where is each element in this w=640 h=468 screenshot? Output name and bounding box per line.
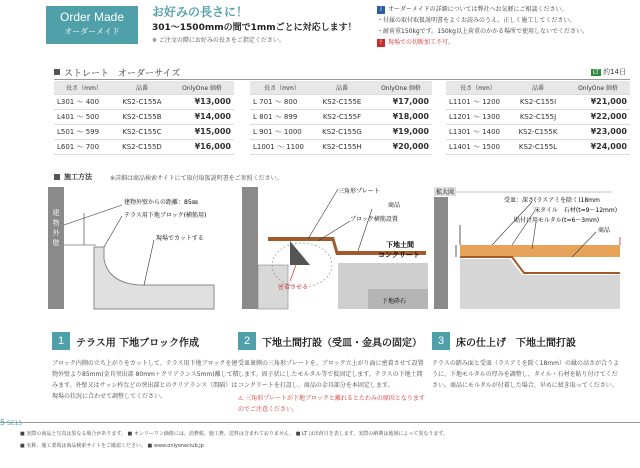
note-no-cut: ! 現場での切断加工不可。 — [377, 37, 639, 47]
note-manual: ・付属の取付取扱説明書をよくお読みのうえ、正しく施工してください。 — [377, 17, 576, 24]
subheadline: 301〜1500mmの間で1mmごとに対応します！ — [152, 23, 357, 33]
diagram-installation — [238, 185, 428, 312]
seal-label: 密着させる — [278, 284, 309, 291]
lead-time: LT 約14日 — [592, 68, 626, 76]
wall — [242, 187, 258, 309]
wall — [434, 197, 448, 309]
warning-icon: ! — [377, 39, 385, 47]
lt-badge: LT — [592, 69, 600, 76]
order-made-badge — [46, 6, 138, 44]
dist-label: 建物外壁からの距離：85㎜ — [124, 199, 198, 206]
step-1-header — [52, 332, 242, 350]
step-title: テラス用 下地ブロック作成 — [76, 338, 199, 349]
table-header: 長さ（mm） 品番 OnlyOne 価格 — [446, 81, 630, 94]
size-table-3 — [446, 81, 630, 155]
table-header: 長さ（mm） 品番 OnlyOne 価格 — [250, 81, 432, 94]
tile-layer — [460, 245, 620, 257]
step-3-header — [432, 332, 632, 350]
table-row: L1401 〜 1500 KS2-C155L ¥24,000 — [446, 139, 630, 154]
step-2-header — [238, 332, 438, 350]
note-load: ・耐荷重150kgです。150kg以上荷重のかかる場所で使用しないでください。 — [377, 28, 588, 35]
wall — [48, 187, 64, 309]
size-table-1 — [54, 81, 234, 155]
table-row: L 901 〜 1000 KS2-C155G ¥19,000 — [250, 124, 432, 139]
diagram-block — [44, 185, 234, 312]
footer-line-1: ■ 実際の商品と写真は異なる場合があります。 ■ オンリーワン価格には、消費税、施工費、送料は含まれておりません。 ■ LT は出荷日を表します。実際の納期は地域によって異なります。 — [20, 431, 448, 437]
step-number: 3 — [432, 332, 450, 350]
table-row: L 801 〜 899 KS2-C155F ¥18,000 — [250, 109, 432, 124]
step-number: 1 — [52, 332, 70, 350]
label-product: 商品 — [598, 227, 611, 234]
table-row: L 701 〜 800 KS2-C155E ¥17,000 — [250, 94, 432, 109]
wall-label-1: 建 — [52, 209, 60, 217]
table-row: L501 〜 599 KS2-C155C ¥15,000 — [54, 124, 234, 139]
table-header: 長さ（mm） 品番 OnlyOne 価格 — [54, 81, 234, 94]
table-row: L1001 〜 1100 KS2-C155H ¥20,000 — [250, 139, 432, 154]
wall-label-2: 物 — [52, 219, 60, 227]
footer-line-2: ■ 名称、施工要領は商品検索サイトをご確認ください。 ■ www.onlyoneclub.jp — [20, 443, 204, 449]
zoom-label: 拡大図 — [436, 189, 455, 196]
wall-label-4: 壁 — [52, 239, 60, 247]
size-table-2 — [250, 81, 432, 155]
footer-divider — [0, 422, 640, 423]
concrete-label-2: コンクリート — [378, 251, 420, 259]
diagram-zoom — [432, 185, 622, 312]
section-header — [54, 66, 630, 78]
badge-ja: オーダーメイド — [64, 27, 120, 36]
base-concrete — [460, 259, 620, 309]
wall-label-3: 外 — [52, 229, 60, 237]
table-row: L601 〜 700 KS2-C155D ¥16,000 — [54, 139, 234, 154]
step-2-warning: ⚠ 三角形プレートが下地ブロックと離れるとたわみの原因となりますのでご注意ください。 — [238, 395, 425, 413]
item-label: 商品 — [388, 202, 401, 209]
concrete-label-1: 下地土間 — [386, 241, 414, 249]
divider — [54, 79, 630, 80]
step-1-desc: ブロック内側の立ち上がりをカットして、テラス用下地ブロックを建物外壁より85mm(金具突出部 80mm＋クリアランス5mm)離して積みます。外壁又はサッシ枠などの突出部とのクリアランス（間隔）は現場の状況に合わせて調整してください。 — [52, 360, 239, 400]
block-setup-label: ブロック横筋設置 — [350, 216, 398, 223]
headline: お好みの長さに！ — [152, 5, 249, 19]
info-icon: i — [377, 6, 385, 14]
step-title: 下地土間打設（受皿・金具の固定） — [262, 338, 422, 349]
label-depth: 受皿：深さ(ラスアミを除く)18mm — [504, 197, 600, 204]
order-note: ※ ご注文の際にお好みの長さをご指定ください。 — [152, 37, 285, 44]
label-mortar: 貼付け用モルタル(t=6〜3mm) — [514, 217, 600, 224]
note-consult: i オーダーメイドの詳細については弊社へお気軽にご相談ください。 — [377, 4, 639, 14]
method-title: 施工方法 — [64, 173, 92, 181]
table-row: L1301 〜 1400 KS2-C155K ¥23,000 — [446, 124, 630, 139]
gravel-label: 下地砕石 — [382, 298, 407, 305]
step-2-desc: 受皿裏側の三角形プレートを、ブロック立上がり面に密着させて設置します。固子状にしたモルタル等で仮固定します。テラスの下地土間コンクリートを打設し、商品の金具部分を本固定します。 ⚠ 三角形プレートが下地ブロックと離れるとたわみの原因となりますのでご注意ください。 — [238, 358, 428, 415]
table-row: L1101 〜 1200 KS2-C155I ¥21,000 — [446, 94, 630, 109]
block-label: テラス用下地ブロック(横筋用) — [124, 212, 207, 219]
table-row: L301 〜 400 KS2-C155A ¥13,000 — [54, 94, 234, 109]
triangle-plate — [290, 241, 310, 265]
square-icon — [54, 69, 60, 75]
square-icon — [54, 174, 60, 180]
step-number: 2 — [238, 332, 256, 350]
label-tile: 床タイル 石材(t=9〜12mm) — [534, 207, 618, 214]
section-title: ストレート オーダーサイズ — [64, 69, 181, 79]
method-header — [54, 172, 630, 182]
table-row: L401 〜 500 KS2-C155B ¥14,000 — [54, 109, 234, 124]
step-3-desc: テラスの踏み面と受皿（ラスアミを除く18mm）の縁の高さが合うように、下地モルタルの厚みを調整し、タイル・石材を貼り付けてください。商品にモルタルが付着した場合、早めに拭き取ってください。 — [432, 360, 619, 389]
cut-label: 現場でカットする — [156, 235, 204, 242]
page-number: 5 SE15 — [0, 418, 23, 427]
plate-label: 三角形プレート — [338, 188, 380, 195]
step-title: 床の仕上げ 下地土間打設 — [456, 338, 576, 349]
table-row: L1201 〜 1300 KS2-C155J ¥22,000 — [446, 109, 630, 124]
method-note: ※詳細は商品検索サイトにて取付取扱説明書をご参照ください。 — [110, 175, 283, 182]
badge-en: Order Made — [59, 10, 125, 24]
